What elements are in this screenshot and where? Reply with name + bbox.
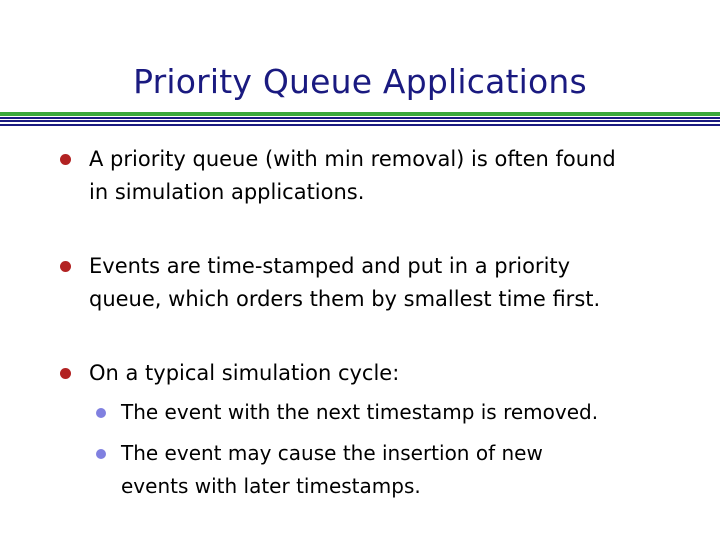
sub-bullet-text: The event with the next timestamp is removed. <box>121 400 599 424</box>
title-rule-navy-3 <box>0 124 720 126</box>
slide-title: Priority Queue Applications <box>133 62 587 101</box>
bullet-text: Events are time-stamped and put in a priority queue, which orders them by smallest time first. <box>89 254 601 311</box>
title-rule-navy-1 <box>0 117 720 119</box>
sub-bullet-text: The event may cause the insertion of new events with later timestamps. <box>121 441 543 498</box>
title-rule-green <box>0 112 720 116</box>
bullet-dot-icon <box>60 368 71 379</box>
sub-bullet-dot-icon <box>96 449 106 459</box>
title-rule-navy-2 <box>0 120 720 122</box>
bullet-dot-icon <box>60 261 71 272</box>
bullet-text: On a typical simulation cycle: <box>89 361 400 385</box>
sub-bullet-dot-icon <box>96 408 106 418</box>
bullet-text: A priority queue (with min removal) is often found in simulation applications. <box>89 147 616 204</box>
bullet-dot-icon <box>60 154 71 165</box>
